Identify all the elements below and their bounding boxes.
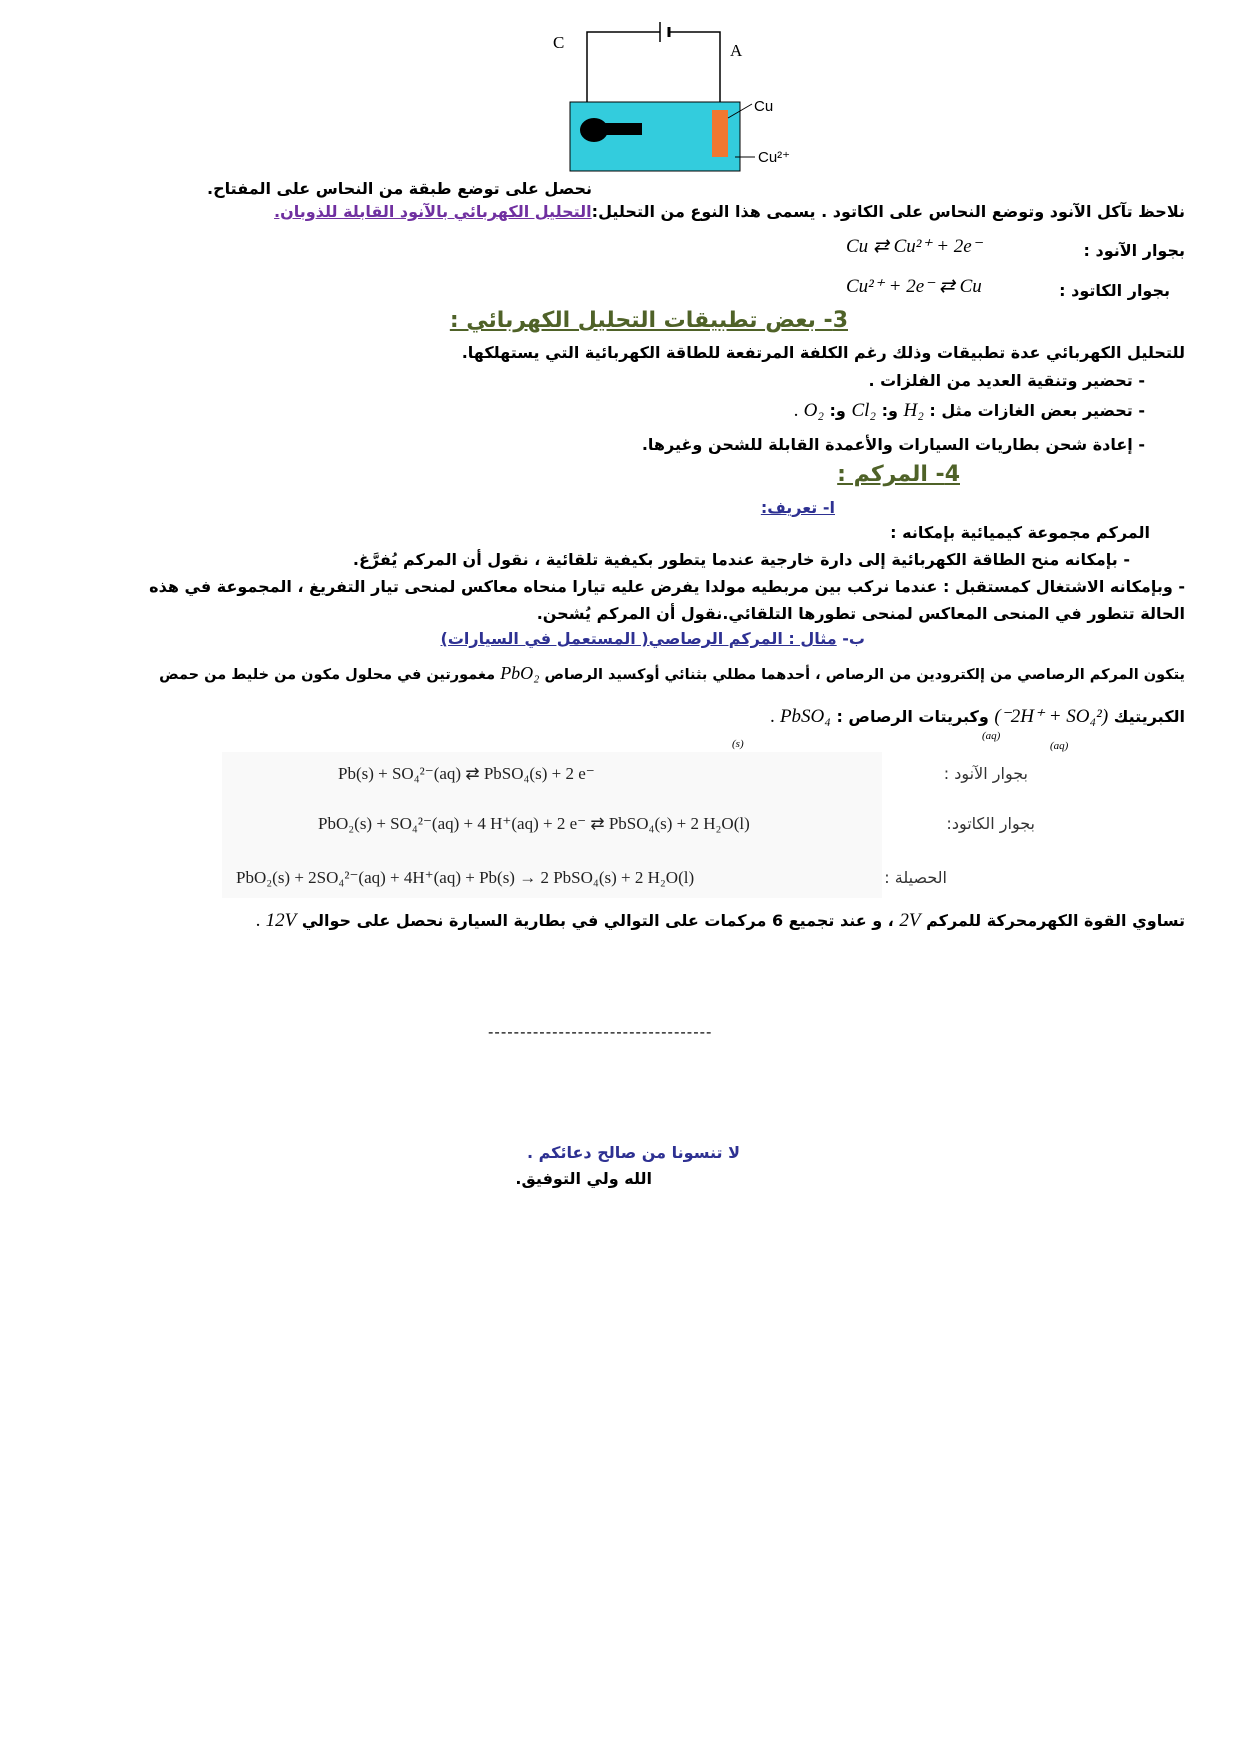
definition-intro: المركم مجموعة كيميائية بإمكانه :: [890, 523, 1150, 542]
definition-heading: ا- تعريف:: [760, 498, 835, 517]
lead-anode-label: بجوار الآنود :: [943, 764, 1028, 783]
formula-acid: (2H⁺ + SO₄²⁻): [994, 706, 1109, 727]
cathode-label: بجوار الكاتود :: [1059, 281, 1170, 300]
lead-acid-label: الكبريتيك: [1113, 707, 1185, 726]
emf-value-battery: 12V .: [256, 910, 297, 931]
formula-pbo2: PbO₂: [500, 663, 540, 683]
battery-symbol: [660, 22, 669, 42]
lead-sulfate-label: وكبريتات الرصاص :: [836, 707, 989, 726]
application-metals: - تحضير وتنقية العديد من الفلزات .: [868, 371, 1145, 390]
lead-text-b: مغمورتين في محلول مكون من خليط من حمض: [159, 667, 496, 683]
lead-text-a: يتكون المركم الرصاصي من إلكترودين من الرصاص ، أحدهما مطلي بثنائي أوكسيد الرصاص: [544, 667, 1185, 683]
anode-label: بجوار الآنود :: [1083, 241, 1185, 260]
observation-term: التحليل الكهربائي بالآنود القابلة للذوبان.: [274, 202, 592, 221]
application-gases: [794, 400, 1145, 422]
formula-cl2: Cl₂: [851, 400, 877, 421]
example-title: مثال : المركم الرصاصي( المستعمل في السيارات): [440, 629, 837, 648]
closing-success: الله ولي التوفيق.: [515, 1169, 652, 1188]
emf-text-a: تساوي القوة الكهرمحركة للمركم: [926, 911, 1185, 930]
copper-anode: [712, 110, 728, 157]
definition-charge-1: - وبإمكانه الاشتغال كمستقبل : عندما نركب بين مربطيه مولدا يفرض عليه تيارا منحاه معاكس لمنحى تيار التفريغ ، المجموعة في هذه: [149, 577, 1185, 596]
formula-o2: O₂ .: [794, 400, 824, 421]
example-prefix: ب-: [842, 629, 865, 648]
heading-accumulator: 4- المركم :: [837, 462, 960, 487]
cathode-equation: Cu²⁺ + 2e⁻ ⇄ Cu: [846, 276, 982, 297]
anode-equation: Cu ⇄ Cu²⁺ + 2e⁻: [846, 236, 982, 257]
aq-label-1: (aq): [982, 730, 1001, 742]
s-label: (s): [732, 738, 744, 750]
lead-cathode-label: بجوار الكاتود:: [946, 814, 1035, 833]
label-cu: Cu: [754, 98, 774, 115]
closing-prayer: لا تنسونا من صالح دعائكم .: [526, 1143, 740, 1162]
gases-text: - تحضير بعض الغازات مثل :: [929, 401, 1145, 420]
label-cu2: Cu²⁺: [758, 149, 791, 166]
lead-description-1: [159, 662, 1185, 686]
definition-charge-2: الحالة تتطور في المنحى المعاكس لمنحى تطورها التلقائي.نقول أن المركم يُشحن.: [536, 604, 1185, 623]
lead-anode-equation: Pb(s) + SO₄²⁻(aq) ⇄ PbSO₄(s) + 2 e⁻: [338, 764, 595, 783]
electrolysis-diagram: [540, 18, 810, 178]
observation-text: نلاحظ تآكل الآنود وتوضع النحاس على الكاتود . يسمى هذا النوع من التحليل:: [591, 202, 1185, 221]
formula-pbso4: PbSO₄ .: [770, 706, 831, 727]
formula-h2: H₂: [903, 400, 924, 421]
applications-intro: للتحليل الكهربائي عدة تطبيقات وذلك رغم الكلفة المرتفعة للطاقة الكهربائية التي يستهلكها.: [461, 343, 1185, 362]
separator-line: -----------------------------------: [488, 1023, 713, 1041]
emf-text-c: مركمات على التوالي في بطارية السيارة نحصل على حوالي: [301, 911, 767, 930]
and-2: و:: [829, 401, 846, 420]
lead-total-label: الحصيلة :: [884, 868, 947, 887]
emf-line: [256, 910, 1185, 932]
lead-total-equation: PbO₂(s) + 2SO₄²⁻(aq) + 4H⁺(aq) + Pb(s) → 2 PbSO₄(s) + 2 H₂O(l): [236, 868, 695, 887]
label-a: A: [730, 41, 743, 60]
application-recharge: - إعادة شحن بطاريات السيارات والأعمدة القابلة للشحن وغيرها.: [641, 435, 1145, 454]
key-note: نحصل على توضع طبقة من النحاس على المفتاح.: [207, 179, 592, 198]
emf-count: 6: [771, 911, 784, 930]
label-c: C: [553, 33, 565, 52]
definition-discharge: - بإمكانه منح الطاقة الكهربائية إلى دارة خارجية عندما يتطور بكيفية تلقائية ، نقول أن المركم يُفرَّغ.: [352, 550, 1130, 569]
aq-label-2: (aq): [1050, 740, 1069, 752]
lead-description-2: [770, 706, 1185, 728]
observation-line: [274, 201, 1185, 223]
emf-value-cell: 2V: [899, 910, 921, 931]
emf-text-b: ، و عند تجميع: [788, 911, 894, 930]
heading-applications: 3- بعض تطبيقات التحليل الكهربائي :: [449, 308, 848, 333]
lead-cathode-equation: PbO₂(s) + SO₄²⁻(aq) + 4 H⁺(aq) + 2 e⁻ ⇄ PbSO₄(s) + 2 H₂O(l): [318, 814, 750, 833]
and-1: و:: [881, 401, 898, 420]
example-heading: [441, 628, 865, 650]
